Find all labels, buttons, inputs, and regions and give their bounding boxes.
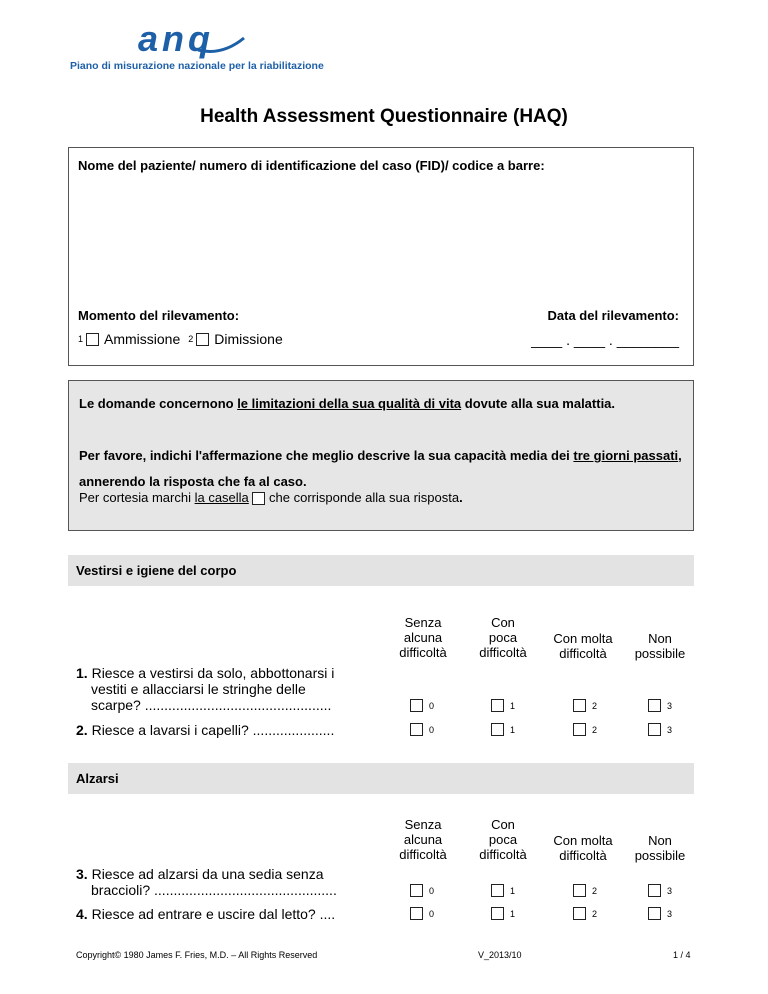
col-line: poca xyxy=(488,832,518,847)
q2-checkbox-0[interactable] xyxy=(410,723,423,736)
q3-answer-2[interactable] xyxy=(573,884,597,897)
answer-value: 0 xyxy=(429,908,435,919)
q2-answer-2[interactable] xyxy=(573,723,597,736)
q4-checkbox-0[interactable] xyxy=(410,907,423,920)
text-underlined: tre giorni passati xyxy=(573,448,679,463)
col-line: possibile xyxy=(634,848,686,863)
question-text: Riesce a lavarsi i capelli? ..................... xyxy=(91,722,335,738)
q3-checkbox-0[interactable] xyxy=(410,884,423,897)
col-line: Con molta xyxy=(553,833,613,848)
moment-options xyxy=(78,331,291,347)
question-text: Riesce ad alzarsi da una sedia senza xyxy=(91,866,324,882)
date-field[interactable]: ____ . ____ . ________ xyxy=(531,332,679,348)
question-number: 1. xyxy=(76,665,88,681)
q1-checkbox-3[interactable] xyxy=(648,699,661,712)
q2-checkbox-2[interactable] xyxy=(573,723,586,736)
footer-version: V_2013/10 xyxy=(478,950,522,960)
admission-checkbox[interactable] xyxy=(86,333,99,346)
col-line: Con xyxy=(491,615,515,630)
section-header-rising xyxy=(68,763,694,794)
footer-page-number: 1 / 4 xyxy=(673,950,691,960)
q2-checkbox-1[interactable] xyxy=(491,723,504,736)
col-line: possibile xyxy=(634,646,686,661)
column-header-2 xyxy=(543,631,623,661)
q3-checkbox-2[interactable] xyxy=(573,884,586,897)
col-line: difficoltà xyxy=(559,848,607,863)
col-line: alcuna xyxy=(403,630,443,645)
question-number: 3. xyxy=(76,866,88,882)
text-underlined: la casella xyxy=(194,490,249,505)
col-line: Con xyxy=(491,817,515,832)
answer-value: 1 xyxy=(510,908,516,919)
anq-logo: anq xyxy=(138,18,215,59)
question-2 xyxy=(76,722,366,738)
q3-answer-3[interactable] xyxy=(648,884,672,897)
q1-checkbox-1[interactable] xyxy=(491,699,504,712)
column-header-3 xyxy=(620,631,700,661)
q4-answer-0[interactable] xyxy=(410,907,434,920)
q2-answer-0[interactable] xyxy=(410,723,434,736)
patient-id-label: Nome del paziente/ numero di identificazione del caso (FID)/ codice a barre: xyxy=(78,158,545,173)
q4-checkbox-1[interactable] xyxy=(491,907,504,920)
instructions-box xyxy=(68,380,694,531)
answer-value: 2 xyxy=(592,885,598,896)
question-number: 2. xyxy=(76,722,88,738)
discharge-label: Dimissione xyxy=(214,331,283,347)
answer-value: 0 xyxy=(429,885,435,896)
q4-checkbox-2[interactable] xyxy=(573,907,586,920)
answer-value: 3 xyxy=(667,700,673,711)
question-text: Riesce ad entrare e uscire dal letto? .... xyxy=(91,906,336,922)
answer-value: 1 xyxy=(510,885,516,896)
q3-answer-1[interactable] xyxy=(491,884,515,897)
text: . xyxy=(459,490,463,505)
q2-answer-3[interactable] xyxy=(648,723,672,736)
col-line: Senza xyxy=(404,817,442,832)
q2-answer-1[interactable] xyxy=(491,723,515,736)
logo-subtitle: Piano di misurazione nazionale per la riabilitazione xyxy=(70,60,324,72)
answer-value: 3 xyxy=(667,885,673,896)
column-header-1 xyxy=(463,615,543,660)
question-text: braccioli? ............................................... xyxy=(91,882,337,898)
col-line: difficoltà xyxy=(479,645,527,660)
question-1 xyxy=(76,665,366,713)
section-header-dressing xyxy=(68,555,694,586)
q3-checkbox-3[interactable] xyxy=(648,884,661,897)
question-text: Riesce a vestirsi da solo, abbottonarsi i xyxy=(91,665,335,681)
date-label: Data del rilevamento: xyxy=(547,308,679,323)
question-text: vestiti e allacciarsi le stringhe delle xyxy=(91,681,306,697)
answer-value: 2 xyxy=(592,724,598,735)
q4-checkbox-3[interactable] xyxy=(648,907,661,920)
q1-answer-1[interactable] xyxy=(491,699,515,712)
answer-value: 0 xyxy=(429,700,435,711)
column-header-1 xyxy=(463,817,543,862)
logo-swoosh-icon xyxy=(196,30,248,56)
q3-checkbox-1[interactable] xyxy=(491,884,504,897)
answer-value: 2 xyxy=(592,908,598,919)
text: Le domande concernono xyxy=(79,396,238,411)
text: Per cortesia marchi xyxy=(79,490,195,505)
option-number: 1 xyxy=(78,334,84,344)
option-number: 2 xyxy=(188,334,194,344)
answer-value: 3 xyxy=(667,908,673,919)
column-header-0 xyxy=(383,615,463,660)
text: dovute alla sua malattia. xyxy=(461,396,616,411)
text: che corrisponde alla sua risposta xyxy=(269,490,460,505)
answer-value: 3 xyxy=(667,724,673,735)
text-underlined: le limitazioni della sua qualità di vita xyxy=(237,396,462,411)
question-number: 4. xyxy=(76,906,88,922)
instruction-paragraph-3 xyxy=(79,485,685,511)
section-title: Alzarsi xyxy=(76,771,119,786)
col-line: Senza xyxy=(404,615,442,630)
column-header-0 xyxy=(383,817,463,862)
section-title: Vestirsi e igiene del corpo xyxy=(76,563,237,578)
text: Per favore, indichi l'affermazione che meglio descrive la sua capacità media dei xyxy=(79,448,574,463)
page-title: Health Assessment Questionnaire (HAQ) xyxy=(200,106,568,127)
column-header-2 xyxy=(543,833,623,863)
q3-answer-0[interactable] xyxy=(410,884,434,897)
q2-checkbox-3[interactable] xyxy=(648,723,661,736)
col-line: Non xyxy=(648,833,672,848)
q1-answer-0[interactable] xyxy=(410,699,434,712)
q4-answer-3[interactable] xyxy=(648,907,672,920)
col-line: Con molta xyxy=(553,631,613,646)
example-checkbox-icon xyxy=(252,492,265,505)
col-line: difficoltà xyxy=(559,646,607,661)
col-line: difficoltà xyxy=(399,645,447,660)
question-text: scarpe? ................................................ xyxy=(91,697,332,713)
question-3 xyxy=(76,866,366,898)
admission-label: Ammissione xyxy=(104,331,181,347)
answer-value: 0 xyxy=(429,724,435,735)
answer-value: 2 xyxy=(592,700,598,711)
q1-checkbox-0[interactable] xyxy=(410,699,423,712)
column-header-3 xyxy=(620,833,700,863)
col-line: poca xyxy=(488,630,518,645)
footer-copyright: Copyright© 1980 James F. Fries, M.D. – All Rights Reserved xyxy=(76,950,318,960)
question-4 xyxy=(76,906,366,922)
col-line: Non xyxy=(648,631,672,646)
q1-checkbox-2[interactable] xyxy=(573,699,586,712)
patient-info-box xyxy=(68,147,694,366)
q1-answer-2[interactable] xyxy=(573,699,597,712)
col-line: alcuna xyxy=(403,832,443,847)
col-line: difficoltà xyxy=(399,847,447,862)
instruction-paragraph-1 xyxy=(79,391,685,417)
col-line: difficoltà xyxy=(479,847,527,862)
answer-value: 1 xyxy=(510,700,516,711)
q4-answer-1[interactable] xyxy=(491,907,515,920)
discharge-checkbox[interactable] xyxy=(196,333,209,346)
moment-label: Momento del rilevamento: xyxy=(78,308,240,323)
q4-answer-2[interactable] xyxy=(573,907,597,920)
answer-value: 1 xyxy=(510,724,516,735)
q1-answer-3[interactable] xyxy=(648,699,672,712)
text: , annerendo la risposta che fa al caso. xyxy=(79,448,682,489)
